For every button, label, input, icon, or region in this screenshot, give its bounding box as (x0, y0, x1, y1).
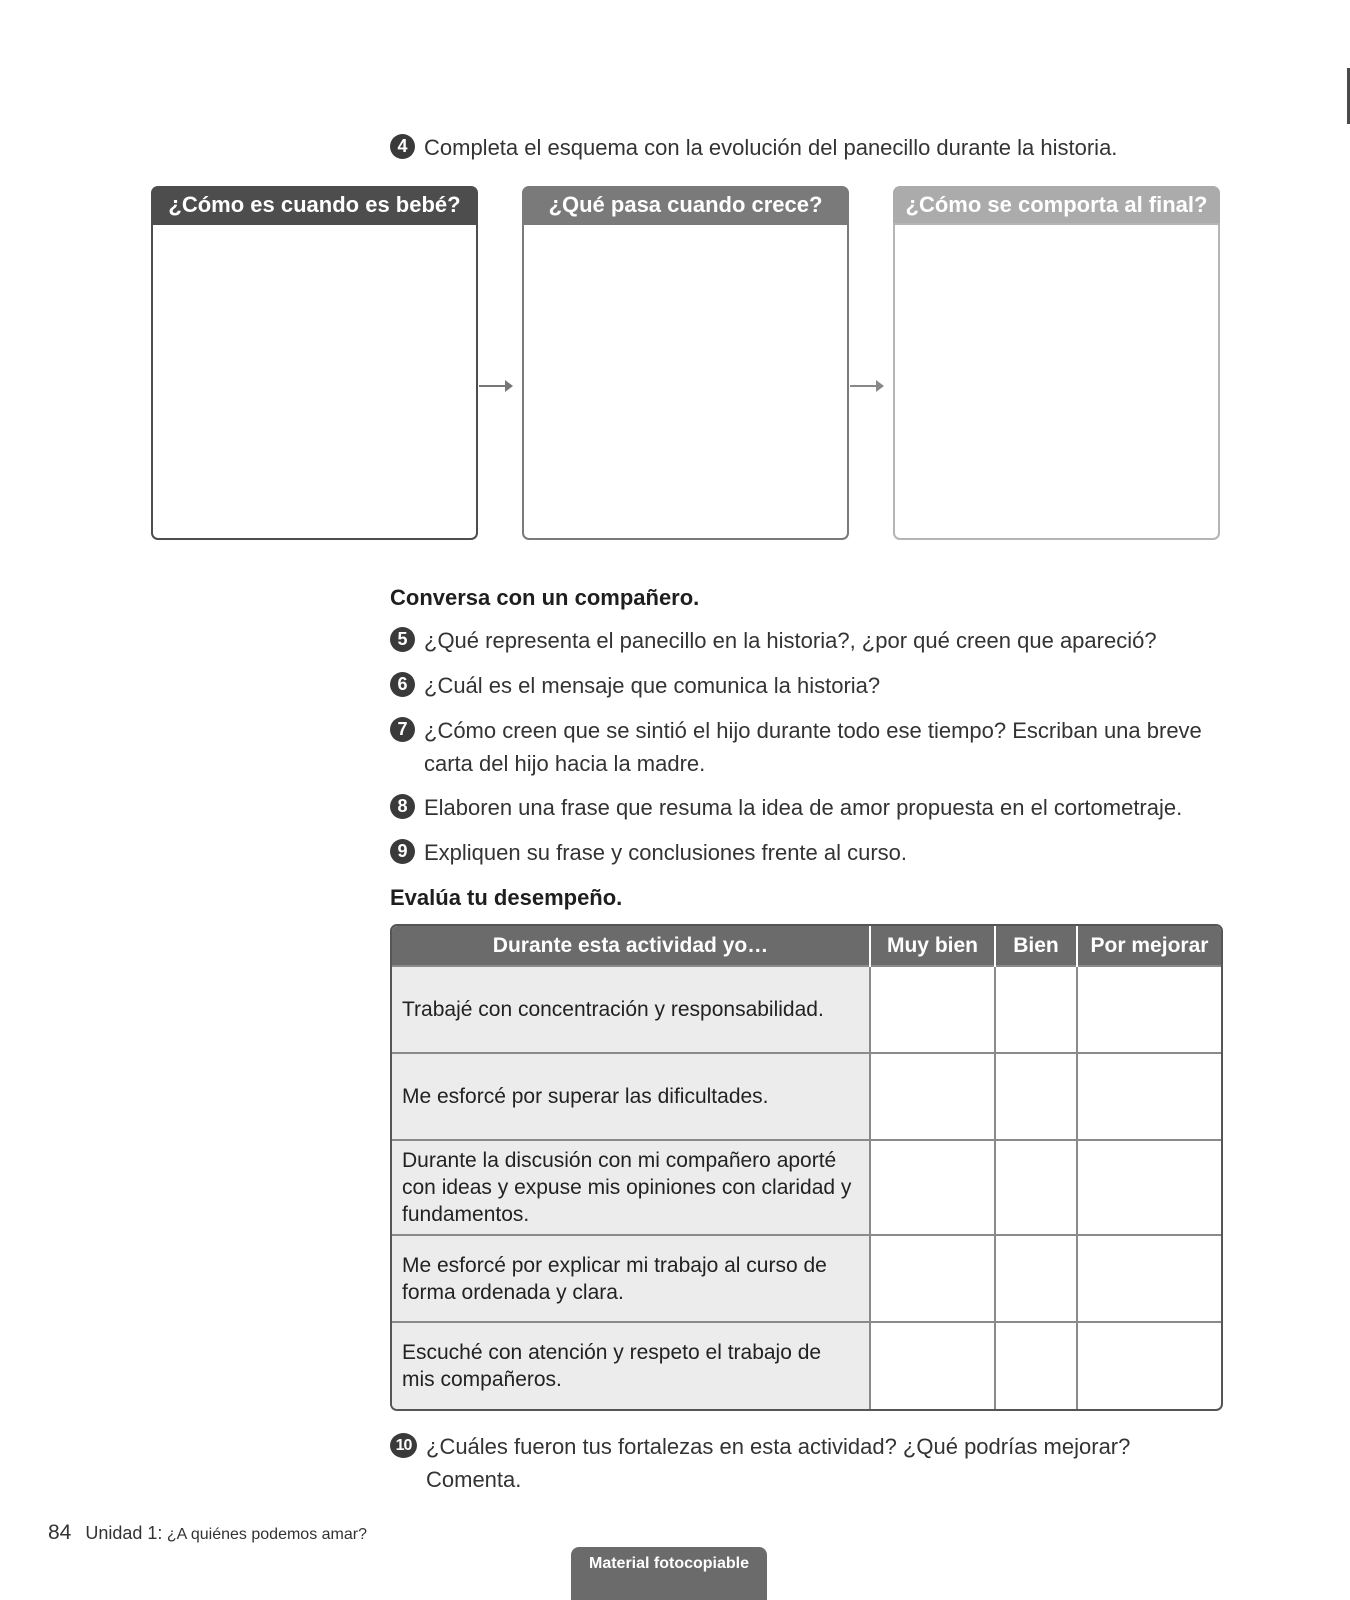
criterion-cell: Me esforcé por superar las dificultades. (392, 1053, 870, 1140)
arrow-right-icon (850, 376, 884, 396)
scheme-box-grows (522, 186, 849, 540)
question-text: Elaboren una frase que resuma la idea de amor propuesta en el cortometraje. (424, 795, 1183, 820)
question-number-badge: 5 (390, 627, 415, 652)
question-text: Completa el esquema con la evolución del panecillo durante la historia. (424, 135, 1118, 160)
question-6 (390, 669, 1224, 702)
scheme-box-answer-area[interactable] (151, 223, 478, 540)
question-text: ¿Cuál es el mensaje que comunica la historia? (424, 673, 881, 698)
rating-cell-por-mejorar[interactable] (1077, 1140, 1221, 1235)
question-5 (390, 624, 1224, 657)
page-number: 84 (48, 1521, 72, 1544)
criterion-cell: Trabajé con concentración y responsabilidad. (392, 966, 870, 1053)
scheme-box-final (893, 186, 1220, 540)
question-7 (390, 714, 1224, 780)
question-4 (390, 131, 1224, 164)
scheme-box-title: ¿Cómo es cuando es bebé? (151, 186, 478, 224)
unit-label: Unidad 1: (85, 1523, 163, 1543)
column-header-por-mejorar: Por mejorar (1077, 926, 1221, 966)
unit-title: ¿A quiénes podemos amar? (166, 1526, 367, 1543)
question-number-badge: 7 (390, 717, 415, 742)
rating-cell-por-mejorar[interactable] (1077, 1053, 1221, 1140)
table-row (392, 966, 1221, 1053)
column-header-bien: Bien (995, 926, 1077, 966)
column-header-activity: Durante esta actividad yo… (392, 926, 870, 966)
rating-cell-bien[interactable] (995, 1053, 1077, 1140)
criterion-cell: Escuché con atención y respeto el trabajo de mis compañeros. (392, 1322, 870, 1409)
rating-cell-muy-bien[interactable] (870, 1235, 995, 1322)
question-number-badge: 10 (390, 1433, 417, 1458)
scheme-box-baby (151, 186, 478, 540)
question-text: ¿Cómo creen que se sintió el hijo durante todo ese tiempo? Escriban una breve carta del hijo hacia la madre. (424, 718, 1202, 776)
question-number-badge: 4 (390, 134, 415, 159)
question-text: Expliquen su frase y conclusiones frente al curso. (424, 840, 908, 865)
evaluation-table (390, 924, 1223, 1411)
rating-cell-por-mejorar[interactable] (1077, 966, 1221, 1053)
scheme-box-title: ¿Cómo se comporta al final? (893, 186, 1220, 224)
question-text: ¿Qué representa el panecillo en la historia?, ¿por qué creen que apareció? (424, 628, 1157, 653)
question-8 (390, 791, 1224, 824)
table-row (392, 1235, 1221, 1322)
rating-cell-por-mejorar[interactable] (1077, 1322, 1221, 1409)
rating-cell-por-mejorar[interactable] (1077, 1235, 1221, 1322)
section-title-evaluacion: Evalúa tu desempeño. (390, 885, 623, 910)
table-row (392, 1140, 1221, 1235)
rating-cell-muy-bien[interactable] (870, 1053, 995, 1140)
criterion-cell: Durante la discusión con mi compañero aporté con ideas y expuse mis opiniones con claridad y fundamentos. (392, 1140, 870, 1235)
rating-cell-bien[interactable] (995, 966, 1077, 1053)
column-header-muy-bien: Muy bien (870, 926, 995, 966)
question-number-badge: 8 (390, 794, 415, 819)
question-text: ¿Cuáles fueron tus fortalezas en esta actividad? ¿Qué podrías mejorar? Comenta. (426, 1434, 1131, 1492)
question-number-badge: 6 (390, 672, 415, 697)
photocopy-tab: Material fotocopiable (571, 1547, 767, 1600)
page-footer (48, 1521, 367, 1545)
question-9 (390, 836, 1224, 869)
rating-cell-bien[interactable] (995, 1140, 1077, 1235)
arrow-right-icon (479, 376, 513, 396)
table-row (392, 1322, 1221, 1409)
table-row (392, 1053, 1221, 1140)
rating-cell-muy-bien[interactable] (870, 1322, 995, 1409)
question-10 (390, 1430, 1226, 1496)
question-number-badge: 9 (390, 839, 415, 864)
rating-cell-muy-bien[interactable] (870, 966, 995, 1053)
rating-cell-bien[interactable] (995, 1322, 1077, 1409)
rating-cell-bien[interactable] (995, 1235, 1077, 1322)
scheme-box-title: ¿Qué pasa cuando crece? (522, 186, 849, 224)
scheme-box-answer-area[interactable] (522, 223, 849, 540)
section-title-conversa: Conversa con un compañero. (390, 585, 700, 610)
criterion-cell: Me esforcé por explicar mi trabajo al curso de forma ordenada y clara. (392, 1235, 870, 1322)
scheme-box-answer-area[interactable] (893, 223, 1220, 540)
rating-cell-muy-bien[interactable] (870, 1140, 995, 1235)
